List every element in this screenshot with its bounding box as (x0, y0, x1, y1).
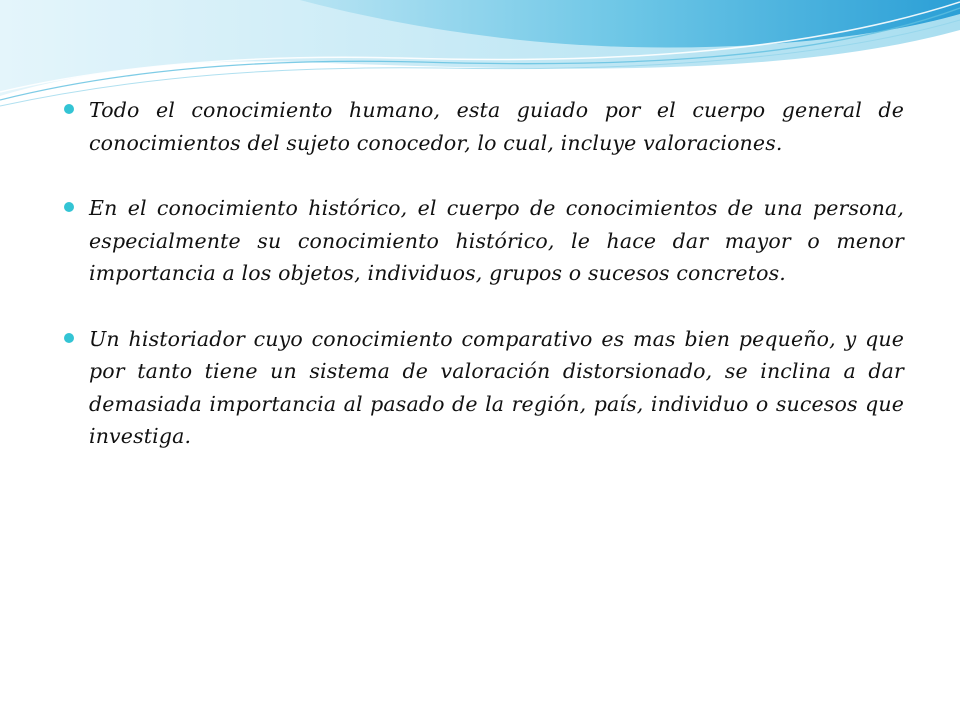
bullet-text: Todo el conocimiento humano, esta guiado por el cuerpo general de conocimientos del sujeto conocedor, lo cual, incluye valoraciones. (89, 98, 904, 155)
bullet-text: En el conocimiento histórico, el cuerpo de conocimientos de una persona, especialmente su conocimiento histórico, le hace dar mayor o menor importancia a los objetos, individuos, grupos o sucesos concretos. (89, 196, 904, 285)
bullet-dot-icon (64, 333, 74, 343)
bullet-item (64, 94, 904, 159)
slide-content (64, 94, 904, 486)
bullet-dot-icon (64, 202, 74, 212)
bullet-item (64, 323, 904, 453)
bullet-text: Un historiador cuyo conocimiento comparativo es mas bien pequeño, y que por tanto tiene un sistema de valoración distorsionado, se inclina a dar demasiada importancia al pasado de la región, país, individuo o sucesos que investiga. (89, 326, 904, 448)
bullet-item (64, 192, 904, 290)
bullet-dot-icon (64, 104, 74, 114)
